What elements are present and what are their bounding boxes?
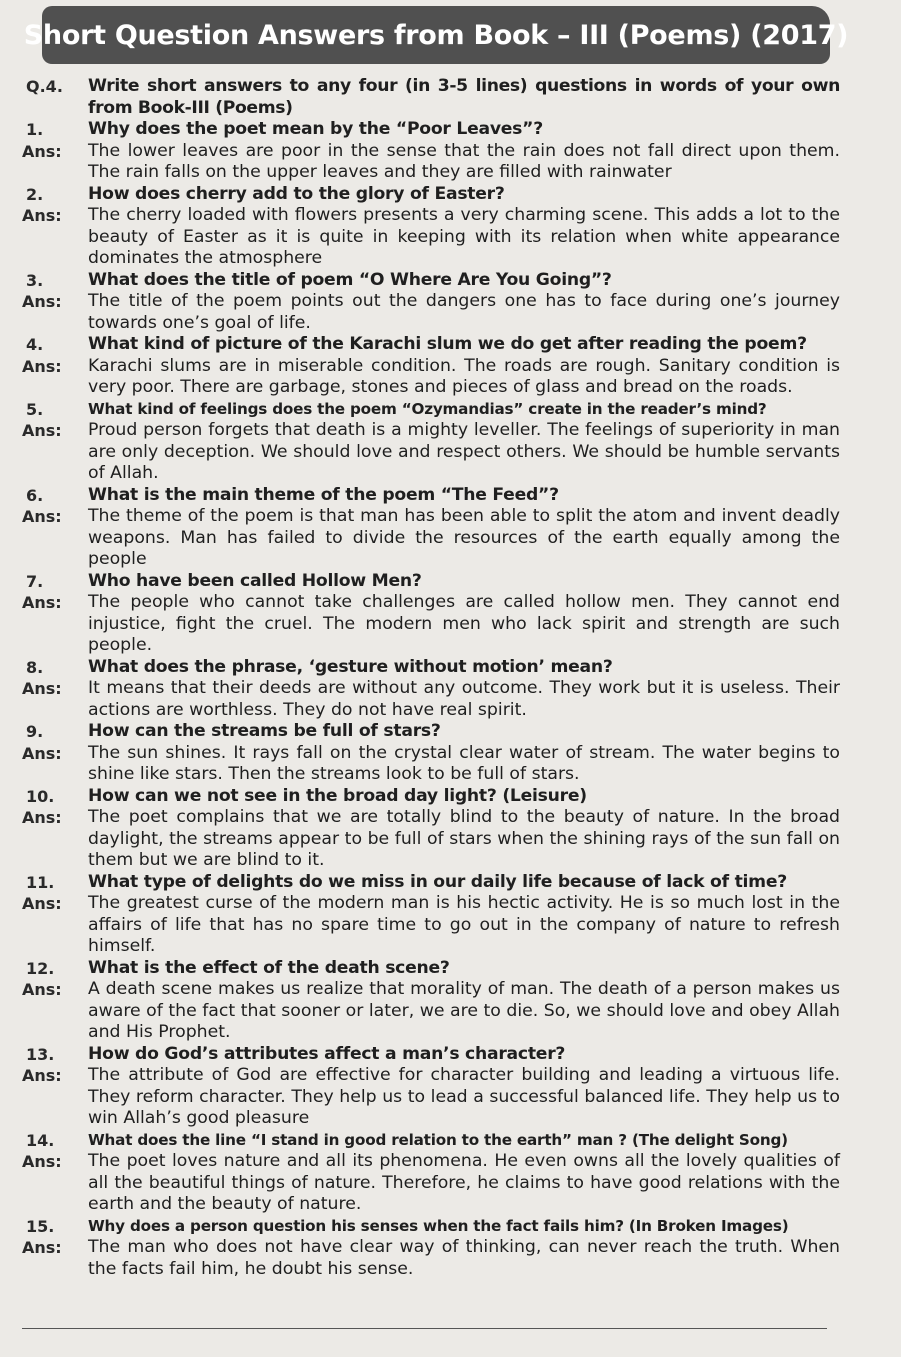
question-text: What is the main theme of the poem “The Feed”? [88,484,559,505]
question-number: 8. [26,657,44,677]
answer-text: The poet complains that we are totally blind to the beauty of nature. In the broad daylight, the streams appear to be full of stars when the shining rays of the sun fall on them but we are blind to it. [88,807,840,870]
answer-label: Ans: [22,206,62,225]
question-list [22,76,840,1280]
answer-row [22,1151,840,1216]
answer-label: Ans: [22,894,62,913]
question-number: 11. [26,872,55,892]
question-number: 1. [26,120,44,139]
answer-text: The title of the poem points out the dangers one has to face during one’s journey towards one’s goal of life. [88,291,840,333]
answer-label: Ans: [22,743,62,763]
question-row [22,872,840,894]
answer-text: Proud person forgets that death is a mighty leveller. The feelings of superiority in man are only deception. We should love and respect others. We should be humble servants of Allah. [88,420,840,483]
question-number: 7. [26,571,44,591]
question-number: 10. [26,786,55,806]
page-title: Short Question Answers from Book – III (Poems) (2017) [23,19,849,51]
question-row [22,334,840,356]
answer-row [22,1065,840,1130]
question-row [22,119,840,141]
question-text: What type of delights do we miss in our daily life because of lack of time? [88,871,787,892]
answer-text: The attribute of God are effective for character building and leading a virtuous life. They reform character. They help us to lead a successful balanced life. They help us to win Allah’s good pleasure [88,1065,840,1128]
answer-text: The man who does not have clear way of thinking, can never reach the truth. When the facts fail him, he doubt his sense. [88,1237,840,1279]
question-text: What is the effect of the death scene? [88,957,450,978]
answer-label: Ans: [22,141,62,161]
question-text: How can the streams be full of stars? [88,721,441,741]
question-number: 9. [26,722,44,741]
answer-text: The sun shines. It rays fall on the crystal clear water of stream. The water begins to shine like stars. Then the streams look to be full of stars. [88,742,840,784]
answer-text: The theme of the poem is that man has been able to split the atom and invent deadly weapons. Man has failed to divide the resources of the earth equally among the people [88,506,840,569]
answer-text: Karachi slums are in miserable condition. The roads are rough. Sanitary condition is very poor. There are garbage, stones and pieces of glass and bread on the roads. [88,355,840,397]
question-number: 14. [26,1130,55,1150]
answer-row [22,356,840,399]
answer-row [22,893,840,958]
question-row [22,1044,840,1066]
question-row [22,1216,840,1238]
answer-text: A death scene makes us realize that morality of man. The death of a person makes us aware of the fact that sooner or later, we are to die. So, we should love and obey Allah and His Prophet. [88,979,840,1042]
answer-text: It means that their deeds are without any outcome. They work but it is useless. Their actions are worthless. They do not have real spirit. [88,678,840,720]
question-number: 15. [26,1216,55,1236]
answer-label: Ans: [22,808,62,827]
question-instruction: Write short answers to any four (in 3-5 lines) questions in words of your own from Book-III (Poems) [88,76,840,118]
question-row [22,958,840,980]
answer-text: The poet loves nature and all its phenomena. He even owns all the lovely qualities of all the beautiful things of nature. Therefore, he claims to have good relations with the earth and the beauty of nature. [88,1151,840,1214]
answer-label: Ans: [22,1066,62,1085]
question-row [22,184,840,206]
question-row [22,721,840,743]
question-number: 4. [26,335,44,354]
question-text: Why does the poet mean by the “Poor Leaves”? [88,119,543,139]
answer-row [22,1237,840,1280]
question-row [22,1130,840,1152]
question-text: Why does a person question his senses when the fact fails him? (In Broken Images) [88,1216,789,1235]
question-row [22,657,840,679]
answer-label: Ans: [22,1238,62,1257]
question-text: Who have been called Hollow Men? [88,570,422,591]
answer-label: Ans: [22,593,62,612]
question-row [22,571,840,593]
bottom-divider [22,1328,827,1329]
answer-text: The cherry loaded with flowers presents a very charming scene. This adds a lot to the beauty of Easter as it is quite in keeping with its relation when white appearance dominates the atmosphere [88,205,840,268]
answer-row [22,592,840,657]
answer-row [22,420,840,485]
question-row [22,399,840,421]
question-text: What does the phrase, ‘gesture without motion’ mean? [88,656,613,677]
question-intro [22,76,840,119]
question-number: 5. [26,399,44,419]
question-number: Q.4. [26,77,63,96]
question-text: How can we not see in the broad day light? (Leisure) [88,785,587,806]
question-number: 3. [26,270,44,290]
question-number: 13. [26,1044,55,1064]
question-text: What kind of feelings does the poem “Ozymandias” create in the reader’s mind? [88,399,767,418]
answer-label: Ans: [22,1152,62,1171]
qa-items [22,119,840,1280]
answer-label: Ans: [22,980,62,999]
question-text: How does cherry add to the glory of Easter? [88,183,505,204]
answer-row [22,678,840,721]
answer-text: The greatest curse of the modern man is his hectic activity. He is so much lost in the affairs of life that has no spare time to go out in the company of nature to refresh himself. [88,893,840,956]
answer-row [22,506,840,571]
question-number: 6. [26,485,44,505]
question-row [22,270,840,292]
answer-label: Ans: [22,292,62,311]
answer-label: Ans: [22,679,62,698]
question-row [22,485,840,507]
answer-label: Ans: [22,421,62,440]
question-number: 12. [26,958,55,978]
answer-row [22,291,840,334]
answer-row [22,979,840,1044]
answer-row [22,743,840,786]
answer-row [22,807,840,872]
answer-row [22,141,840,184]
answer-text: The lower leaves are poor in the sense that the rain does not fall direct upon them. The rain falls on the upper leaves and they are filled with rainwater [88,140,840,182]
answer-text: The people who cannot take challenges are called hollow men. They cannot end injustice, fight the cruel. The modern men who lack spirit and strength are such people. [88,592,840,655]
question-text: What kind of picture of the Karachi slum we do get after reading the poem? [88,334,807,354]
question-text: What does the title of poem “O Where Are You Going”? [88,269,612,290]
question-number: 2. [26,184,44,204]
answer-label: Ans: [22,507,62,526]
answer-row [22,205,840,270]
question-row [22,786,840,808]
page-title-banner [23,6,849,64]
question-text: What does the line “I stand in good relation to the earth” man ? (The delight Song) [88,1130,788,1149]
question-text: How do God’s attributes affect a man’s character? [88,1043,566,1064]
answer-label: Ans: [22,356,62,376]
